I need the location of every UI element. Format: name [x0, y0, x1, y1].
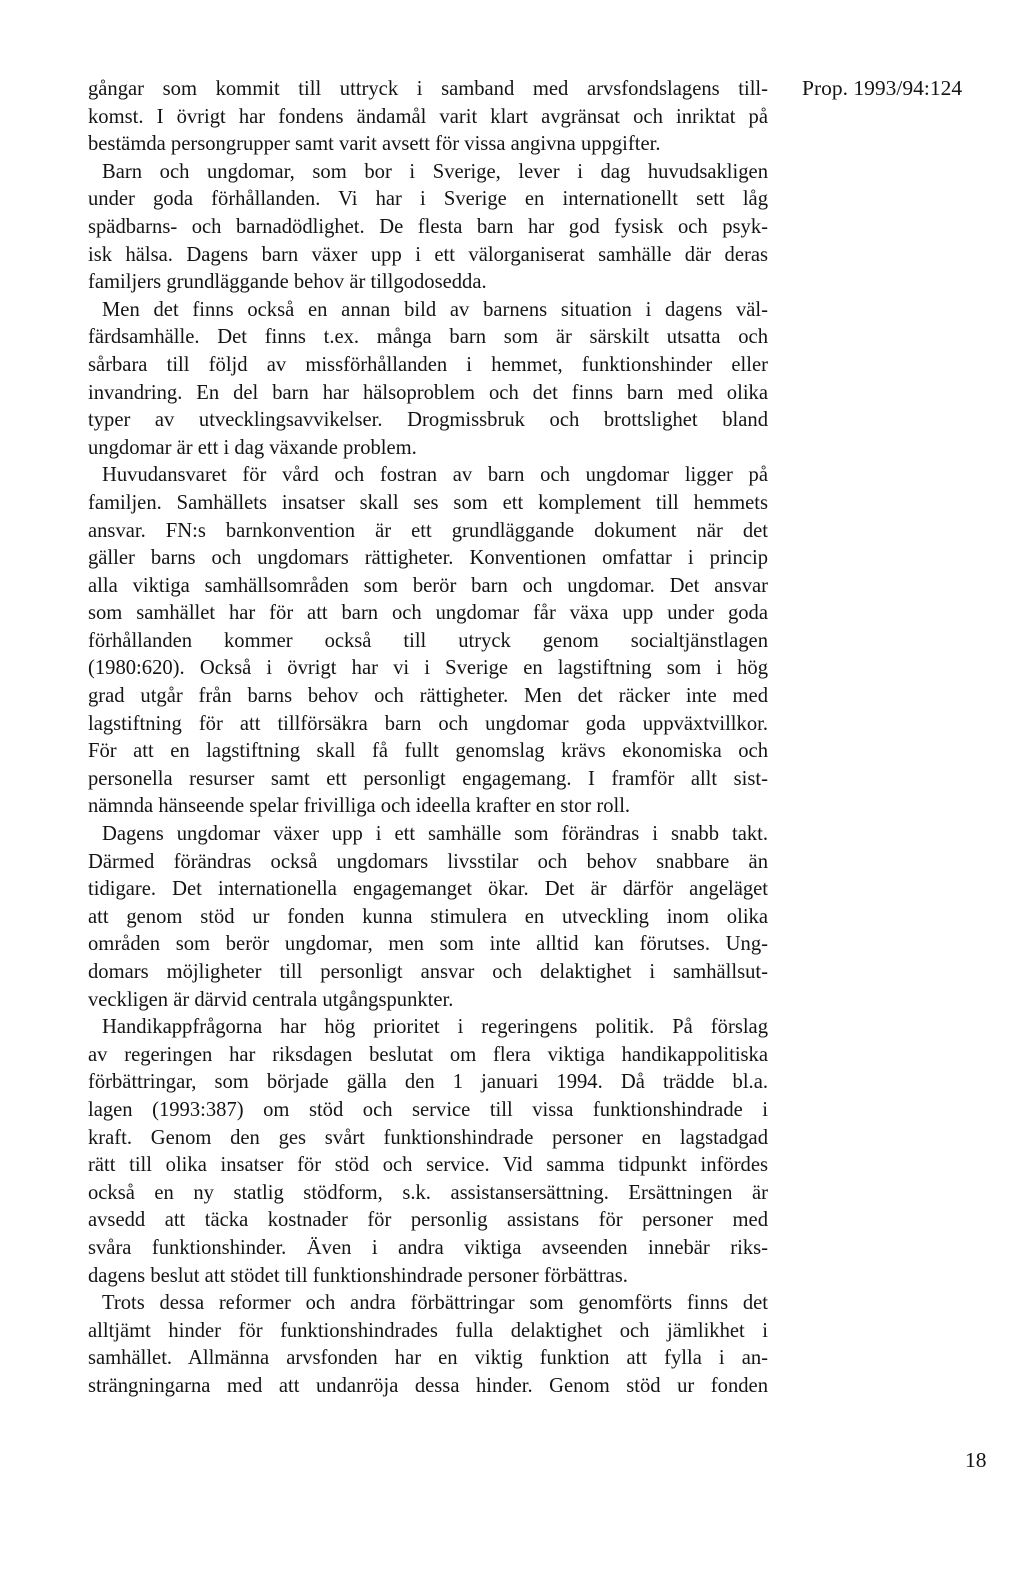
text-line: under goda förhållanden. Vi har i Sverige en internationellt sett låg: [88, 188, 768, 211]
text-line: Dagens ungdomar växer upp i ett samhälle som förändras i snabb takt.: [102, 823, 768, 846]
text-line: typer av utvecklingsavvikelser. Drogmissbruk och brottslighet bland: [88, 409, 768, 432]
text-line: Handikappfrågorna har hög prioritet i regeringens politik. På förslag: [102, 1016, 768, 1039]
text-line: strängningarna med att undanröja dessa hinder. Genom stöd ur fonden: [88, 1374, 768, 1397]
text-line: också en ny statlig stödform, s.k. assistansersättning. Ersättningen är: [88, 1181, 768, 1204]
text-line: rätt till olika insatser för stöd och service. Vid samma tidpunkt infördes: [88, 1154, 768, 1177]
text-line: spädbarns- och barnadödlighet. De flesta barn har god fysisk och psyk-: [88, 215, 768, 238]
text-line: av regeringen har riksdagen beslutat om flera viktiga handikappolitiska: [88, 1043, 768, 1066]
text-line: alltjämt hinder för funktionshindrades fulla delaktighet och jämlikhet i: [88, 1319, 768, 1342]
text-line: färdsamhälle. Det finns t.ex. många barn som är särskilt utsatta och: [88, 326, 768, 349]
proposition-reference: Prop. 1993/94:124: [802, 76, 963, 100]
text-line: områden som berör ungdomar, men som inte alltid kan förutses. Ung-: [88, 933, 768, 956]
text-line: isk hälsa. Dagens barn växer upp i ett välorganiserat samhälle där deras: [88, 243, 768, 266]
text-line: Huvudansvaret för vård och fostran av barn och ungdomar ligger på: [102, 464, 768, 487]
text-line: dagens beslut att stödet till funktionshindrade personer förbättras.: [88, 1264, 628, 1287]
text-line: (1980:620). Också i övrigt har vi i Sverige en lagstiftning som i hög: [88, 657, 768, 680]
text-line: alla viktiga samhällsområden som berör barn och ungdomar. Det ansvar: [88, 574, 768, 597]
text-line: som samhället har för att barn och ungdomar får växa upp under goda: [88, 602, 768, 625]
text-line: avsedd att täcka kostnader för personlig assistans för personer med: [88, 1209, 768, 1232]
text-line: domars möjligheter till personligt ansvar och delaktighet i samhällsut-: [88, 961, 768, 983]
text-line: lagstiftning för att tillförsäkra barn och ungdomar goda uppväxtvillkor.: [88, 712, 768, 735]
text-line: ansvar. FN:s barnkonvention är ett grundläggande dokument när det: [88, 519, 768, 542]
text-line: svåra funktionshinder. Även i andra viktiga avseenden innebär riks-: [88, 1236, 768, 1259]
text-line: samhället. Allmänna arvsfonden har en viktig funktion att fylla i an-: [88, 1347, 768, 1370]
text-line: grad utgår från barns behov och rättigheter. Men det räcker inte med: [88, 685, 768, 708]
text-line: sårbara till följd av missförhållanden i hemmet, funktionshinder eller: [88, 353, 768, 376]
page-number: 18: [965, 1448, 987, 1472]
text-line: lagen (1993:387) om stöd och service till vissa funktionshindrade i: [88, 1098, 768, 1121]
text-line: Trots dessa reformer och andra förbättringar som genomförts finns det: [102, 1292, 768, 1315]
text-line: invandring. En del barn har hälsoproblem och det finns barn med olika: [88, 381, 768, 404]
text-line: För att en lagstiftning skall få fullt genomslag krävs ekonomiska och: [88, 740, 768, 763]
text-line: bestämda persongrupper samt varit avsett för vissa angivna uppgifter.: [88, 133, 661, 156]
text-line: Barn och ungdomar, som bor i Sverige, lever i dag huvudsakligen: [102, 160, 768, 183]
text-line: nämnda hänseende spelar frivilliga och ideella krafter en stor roll.: [88, 795, 631, 818]
text-line: förbättringar, som började gälla den 1 januari 1994. Då trädde bl.a.: [88, 1071, 768, 1094]
text-line: familjers grundläggande behov är tillgodosedda.: [88, 271, 487, 294]
text-line: gångar som kommit till uttryck i samband med arvsfondslagens till-: [88, 78, 768, 100]
text-line: förhållanden kommer också till utryck genom socialtjänstlagen: [88, 629, 768, 652]
text-line: komst. I övrigt har fondens ändamål varit klart avgränsat och inriktat på: [88, 105, 768, 128]
text-line: kraft. Genom den ges svårt funktionshindrade personer en lagstadgad: [88, 1126, 768, 1149]
text-line: tidigare. Det internationella engagemanget ökar. Det är därför angeläget: [88, 878, 768, 901]
text-line: ungdomar är ett i dag växande problem.: [88, 436, 417, 459]
body-text: [88, 76, 768, 1401]
text-line: att genom stöd ur fonden kunna stimulera en utveckling inom olika: [88, 905, 768, 928]
text-line: Men det finns också en annan bild av barnens situation i dagens väl-: [102, 298, 768, 321]
text-line: familjen. Samhällets insatser skall ses som ett komplement till hemmets: [88, 491, 768, 514]
text-line: veckligen är därvid centrala utgångspunkter.: [88, 988, 454, 1011]
text-line: Därmed förändras också ungdomars livsstilar och behov snabbare än: [88, 850, 768, 873]
text-line: personella resurser samt ett personligt engagemang. I framför allt sist-: [88, 767, 768, 790]
text-line: gäller barns och ungdomars rättigheter. Konventionen omfattar i princip: [88, 547, 768, 570]
